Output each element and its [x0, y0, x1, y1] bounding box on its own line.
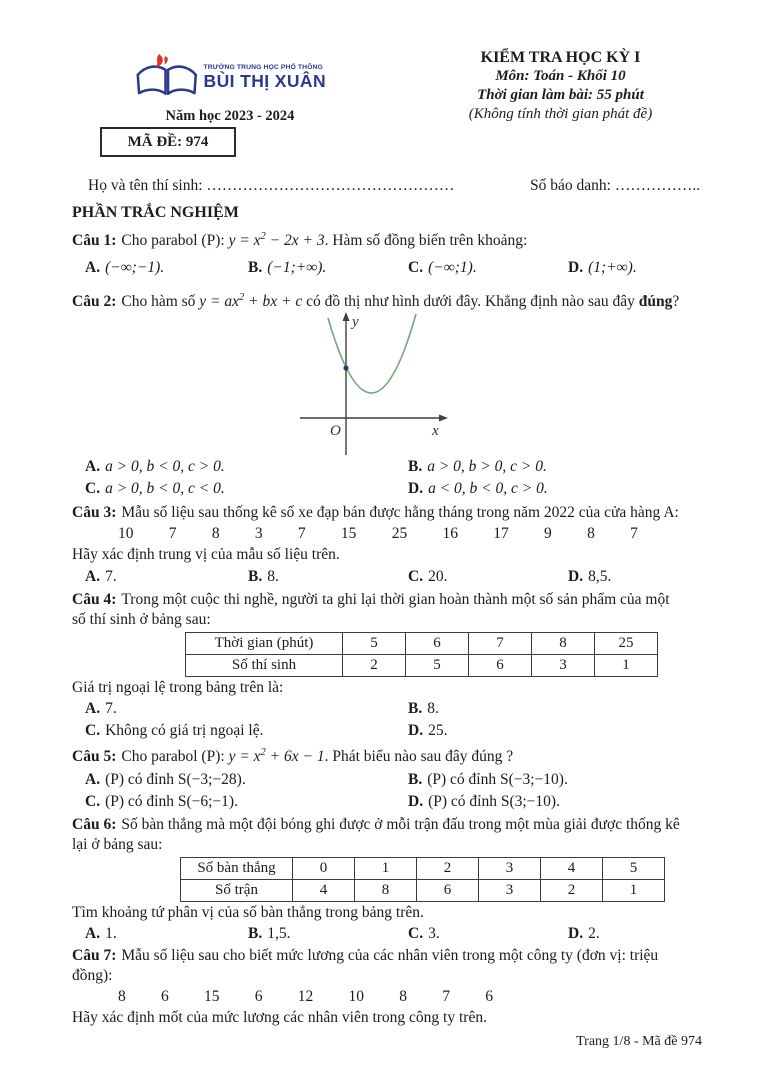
origin-label: O: [330, 423, 341, 439]
student-id-line: [530, 177, 700, 195]
question-stem: Cho parabol (P):: [121, 748, 225, 765]
question-6: Câu 6: Số bàn thắng mà một đội bóng ghi được ở mỗi trận đấu trong một mùa giải được thống kê lại ở bảng sau:: [72, 816, 680, 853]
option-a: A. 1.: [85, 925, 117, 942]
question-2: Câu 2: Cho hàm số $y = ax^2$ + bx + c có đồ thị như hình dưới đây. Khẳng định nào sau đây đúng?: [72, 291, 680, 310]
table-cell: Số thí sinh: [186, 655, 343, 677]
question-3-data: 10 7 8 3 7 15 25 16 17 9 8 7: [118, 525, 638, 542]
option-a: A. a > 0, b < 0, c > 0.: [85, 458, 225, 475]
question-stem: Mẫu số liệu sau cho biết mức lương của các nhân viên trong một công ty (đơn vị: triệu: [121, 947, 659, 964]
question-stem: Trong một cuộc thi nghề, người ta ghi lại thời gian hoàn thành một số sản phẩm của một: [121, 591, 670, 608]
y-intercept-dot: [343, 365, 348, 370]
exam-duration: Thời gian làm bài: 55 phút: [477, 87, 644, 103]
flame-icon: [156, 54, 163, 67]
option-c: C. 3.: [408, 925, 440, 942]
school-name-small: TRƯỜNG TRUNG HỌC PHỔ THÔNG: [203, 64, 323, 71]
data-value: 8: [118, 988, 126, 1005]
option-d: D. (1;+∞).: [568, 259, 637, 276]
question-label: Câu 4:: [72, 591, 117, 608]
table-cell: 3: [532, 655, 595, 677]
table-cell: 4: [293, 880, 355, 902]
table-row: [181, 880, 665, 902]
table-cell: 7: [469, 633, 532, 655]
table-cell: 6: [469, 655, 532, 677]
question-7: Câu 7: Mẫu số liệu sau cho biết mức lương của các nhân viên trong một công ty (đơn vị: triệu đồng):: [72, 947, 659, 984]
x-axis-arrow: [439, 415, 448, 422]
exam-code-box: [100, 127, 236, 157]
table-cell: 8: [355, 880, 417, 902]
option-a: A. (P) có đỉnh S(−3;−28).: [85, 771, 246, 788]
parabola-figure: [298, 312, 458, 456]
math-expression: y = x: [224, 748, 261, 765]
option-d: D. 8,5.: [568, 568, 612, 585]
question-6-table: [180, 857, 665, 902]
question-label: Câu 7:: [72, 947, 117, 964]
question-4-options-row2: [72, 720, 734, 742]
table-cell: 4: [541, 858, 603, 880]
axis-label-y: y: [352, 314, 359, 330]
question-3-options: [72, 566, 734, 588]
table-cell: 2: [343, 655, 406, 677]
option-c: C. Không có giá trị ngoại lệ.: [85, 722, 264, 739]
option-c: C. (−∞;1).: [408, 259, 477, 276]
option-b: B. a > 0, b > 0, c > 0.: [408, 458, 547, 475]
superscript: 2: [239, 291, 245, 303]
student-name-label: Họ và tên thí sinh:: [88, 177, 203, 194]
option-c: C. (P) có đỉnh S(−6;−1).: [85, 793, 238, 810]
question-label: Câu 6:: [72, 816, 117, 833]
table-cell: 5: [603, 858, 665, 880]
table-cell: Số bàn thắng: [181, 858, 293, 880]
question-stem: Số bàn thắng mà một đội bóng ghi được ở mỗi trận đấu trong một mùa giải được thống kê: [121, 816, 680, 833]
school-logo: [134, 50, 326, 106]
table-row: [181, 858, 665, 880]
option-d: D. a < 0, b < 0, c > 0.: [408, 480, 548, 497]
data-value: 10: [118, 525, 134, 542]
school-year: Năm học 2023 - 2024: [165, 108, 295, 124]
exam-code: MÃ ĐỀ: 974: [127, 134, 209, 150]
question-1-options: [72, 257, 734, 279]
table-cell: 6: [406, 633, 469, 655]
table-cell: 1: [355, 858, 417, 880]
table-cell: Thời gian (phút): [186, 633, 343, 655]
table-cell: 0: [293, 858, 355, 880]
table-cell: 8: [532, 633, 595, 655]
table-cell: 5: [406, 655, 469, 677]
question-4-options-row1: [72, 698, 734, 720]
question-5-options-row1: [72, 769, 734, 791]
question-7-ask: Hãy xác định mốt của mức lương các nhân viên trong công ty trên.: [72, 1009, 487, 1026]
table-cell: 1: [595, 655, 658, 677]
table-cell: 5: [343, 633, 406, 655]
question-4: Câu 4: Trong một cuộc thi nghề, người ta ghi lại thời gian hoàn thành một số sản phẩm của một số thí sinh ở bảng sau:: [72, 591, 670, 628]
question-stem: Cho parabol (P):: [121, 232, 225, 249]
table-row: [186, 655, 658, 677]
table-cell: 3: [479, 880, 541, 902]
option-d: D. 25.: [408, 722, 448, 739]
question-stem: Cho hàm số: [121, 293, 196, 310]
open-book-icon: [134, 50, 200, 106]
superscript: 2: [260, 230, 266, 242]
superscript: 2: [260, 746, 266, 758]
table-cell: 3: [479, 858, 541, 880]
math-expression: y = x: [224, 232, 261, 249]
option-a: A. 7.: [85, 568, 117, 585]
question-label: Câu 1:: [72, 232, 117, 249]
option-c: C. a > 0, b < 0, c < 0.: [85, 480, 225, 497]
question-label: Câu 3:: [72, 504, 117, 521]
question-4-ask: Giá trị ngoại lệ trong bảng trên là:: [72, 679, 284, 696]
question-6-options: [72, 923, 734, 945]
option-d: D. 2.: [568, 925, 600, 942]
question-2-options-row1: [72, 456, 734, 478]
option-b: B. 1,5.: [248, 925, 291, 942]
table-cell: Số trận: [181, 880, 293, 902]
question-7-data: 8 6 15 6 12 10 8 7 6: [118, 988, 493, 1005]
exam-body: [72, 202, 734, 1028]
question-4-table: [185, 632, 658, 677]
math-expression: y = ax: [195, 293, 240, 310]
option-b: B. (P) có đỉnh S(−3;−10).: [408, 771, 568, 788]
question-3-ask: Hãy xác định trung vị của mẫu số liệu trên.: [72, 546, 340, 563]
exam-note: (Không tính thời gian phát đề): [468, 106, 653, 122]
question-6-ask: Tìm khoảng tứ phân vị của số bàn thắng trong bảng trên.: [72, 904, 424, 921]
student-name-dots: …………………………………………: [206, 177, 455, 194]
exam-title: KIỂM TRA HỌC KỲ I: [480, 49, 641, 66]
question-2-options-row2: [72, 478, 734, 500]
y-axis-arrow: [343, 312, 350, 321]
option-a: A. 7.: [85, 700, 117, 717]
option-b: B. 8.: [248, 568, 279, 585]
exam-info-block: [413, 48, 708, 124]
option-c: C. 20.: [408, 568, 448, 585]
exam-subject: Môn: Toán - Khối 10: [495, 68, 626, 84]
table-cell: 2: [417, 858, 479, 880]
section-title: PHẦN TRẮC NGHIỆM: [72, 204, 239, 221]
emphasized-word: đúng: [638, 293, 673, 310]
table-cell: 6: [417, 880, 479, 902]
question-3: [72, 502, 734, 523]
student-name-line: [88, 177, 454, 195]
option-a: A. (−∞;−1).: [85, 259, 165, 276]
question-1: Câu 1: Cho parabol (P): $y = x^2 - 2x + 3$. Hàm số đồng biến trên khoảng:: [72, 230, 528, 249]
table-row: [186, 633, 658, 655]
option-b: B. (−1;+∞).: [248, 259, 327, 276]
student-id-label: Số báo danh:: [530, 177, 611, 194]
table-cell: 2: [541, 880, 603, 902]
question-stem: Mẫu số liệu sau thống kê số xe đạp bán được hằng tháng trong năm 2022 của cửa hàng A:: [121, 504, 679, 521]
student-id-dots: ……………..: [614, 177, 701, 194]
question-5: Câu 5: Cho parabol (P): $y = x^2 + 6x - 1$. Phát biểu nào sau đây đúng ?: [72, 746, 514, 765]
page-footer: Trang 1/8 - Mã đề 974: [576, 1034, 702, 1049]
question-5-options-row2: [72, 791, 734, 813]
school-name: BÙI THỊ XUÂN: [203, 71, 326, 91]
question-label: Câu 2:: [72, 293, 117, 310]
option-d: D. (P) có đỉnh S(3;−10).: [408, 793, 560, 810]
parabola-curve: [328, 314, 416, 393]
axis-label-x: x: [432, 423, 439, 439]
school-logo-block: [134, 50, 326, 125]
table-cell: 1: [603, 880, 665, 902]
school-name-block: [204, 64, 326, 92]
option-b: B. 8.: [408, 700, 439, 717]
question-label: Câu 5:: [72, 748, 117, 765]
table-cell: 25: [595, 633, 658, 655]
